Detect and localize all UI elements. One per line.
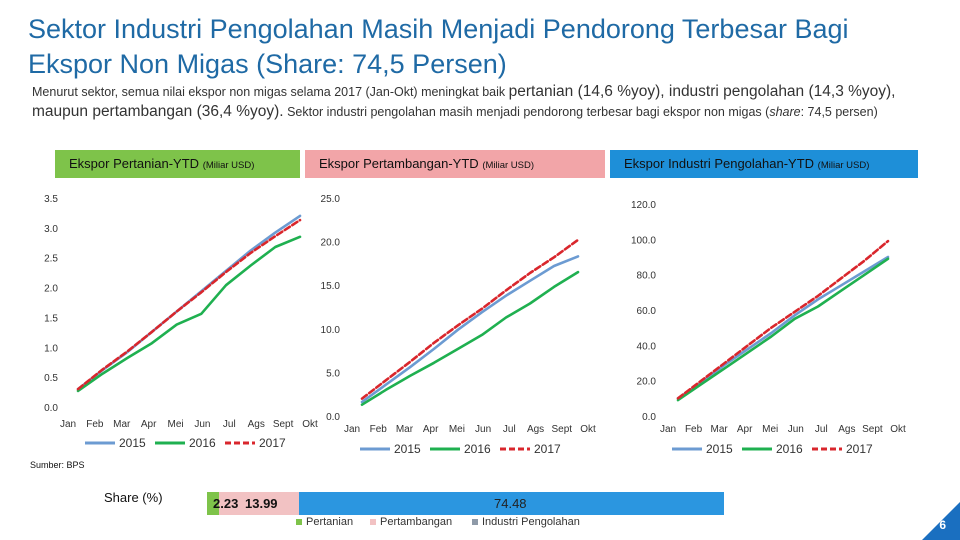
x-tick-label: Ags xyxy=(526,424,545,435)
y-tick-label: 1.0 xyxy=(44,343,58,355)
x-tick-label: Sept xyxy=(862,424,883,435)
desc-part-1: Menurut sektor, semua nilai ekspor non migas selama 2017 (Jan-Okt) meningkat baik xyxy=(32,85,509,99)
share-value-pertambangan: 13.99 xyxy=(245,496,278,511)
legend-label-2016: 2016 xyxy=(776,442,803,456)
x-tick-label: Sept xyxy=(272,419,294,430)
legend-swatch-pertanian xyxy=(296,519,302,525)
chart-unit-industri: (Miliar USD) xyxy=(817,160,870,171)
y-tick-label: 40.0 xyxy=(636,341,656,353)
y-tick-label: 0.0 xyxy=(326,412,340,423)
title-line-2: Ekspor Non Migas (Share: 74,5 Persen) xyxy=(28,49,507,79)
y-tick-label: 100.0 xyxy=(630,235,656,247)
chart-1 xyxy=(321,194,596,456)
source-note: Sumber: BPS xyxy=(30,460,85,470)
title-line-1: Sektor Industri Pengolahan Masih Menjadi Pendorong Terbesar Bagi xyxy=(28,14,849,44)
series-line-2017 xyxy=(678,241,888,398)
x-tick-label: Mei xyxy=(762,424,779,435)
legend-label-2015: 2015 xyxy=(119,436,146,450)
series-line-2016 xyxy=(78,237,300,391)
x-tick-label: Jul xyxy=(222,419,236,430)
x-tick-label: Apr xyxy=(140,419,157,430)
legend-label-2016: 2016 xyxy=(189,436,216,450)
y-tick-label: 5.0 xyxy=(326,368,340,380)
x-tick-label: Feb xyxy=(684,424,703,435)
x-tick-label: Mar xyxy=(113,419,131,430)
chart-0 xyxy=(44,194,318,450)
legend-label-2015: 2015 xyxy=(706,442,733,456)
share-value-industri: 74.48 xyxy=(494,496,527,511)
x-tick-label: Sept xyxy=(551,424,573,435)
chart-unit-pertambangan: (Miliar USD) xyxy=(482,160,535,171)
y-tick-label: 20.0 xyxy=(320,237,340,249)
x-tick-label: Ags xyxy=(838,424,856,435)
desc-part-3: Sektor industri pengolahan masih menjadi pendorong terbesar bagi ekspor non migas ( xyxy=(283,105,770,119)
share-legend-pertambangan xyxy=(370,516,452,528)
y-tick-label: 20.0 xyxy=(636,376,656,388)
x-tick-label: Mar xyxy=(710,424,728,435)
page-number: 6 xyxy=(939,518,946,532)
y-tick-label: 0.0 xyxy=(44,403,58,414)
x-tick-label: Jul xyxy=(502,424,516,435)
series-line-2016 xyxy=(678,259,888,400)
y-tick-label: 15.0 xyxy=(320,281,340,293)
desc-part-5: : 74,5 persen) xyxy=(800,105,878,119)
y-tick-label: 80.0 xyxy=(636,270,656,282)
x-tick-label: Jan xyxy=(659,424,677,435)
x-tick-label: Jan xyxy=(59,419,77,430)
share-label: Share (%) xyxy=(104,490,163,505)
x-tick-label: Ags xyxy=(247,419,265,430)
x-tick-label: Jun xyxy=(194,419,211,430)
chart-title-pertanian: Ekspor Pertanian-YTD xyxy=(69,156,200,171)
desc-part-4: share xyxy=(769,105,801,119)
x-tick-label: Okt xyxy=(890,424,906,435)
y-tick-label: 120.0 xyxy=(630,200,656,211)
chart-2 xyxy=(631,200,906,456)
y-tick-label: 0.0 xyxy=(642,412,656,423)
y-tick-label: 25.0 xyxy=(320,194,340,205)
series-line-2015 xyxy=(362,256,578,402)
x-tick-label: Jan xyxy=(343,424,361,435)
x-tick-label: Mar xyxy=(395,424,414,435)
share-legend-pertanian xyxy=(296,516,353,528)
legend-label-2017: 2017 xyxy=(534,442,561,456)
x-tick-label: Okt xyxy=(302,419,318,430)
series-line-2016 xyxy=(362,272,578,405)
y-tick-label: 60.0 xyxy=(636,306,656,317)
x-tick-label: Apr xyxy=(422,424,439,435)
x-tick-label: Jun xyxy=(787,424,804,435)
legend-label-2017: 2017 xyxy=(846,442,873,456)
y-tick-label: 2.5 xyxy=(44,253,58,265)
y-tick-label: 2.0 xyxy=(44,283,58,295)
x-tick-label: Okt xyxy=(580,424,596,435)
y-tick-label: 1.5 xyxy=(44,313,58,325)
chart-title-pertambangan: Ekspor Pertambangan-YTD xyxy=(319,156,479,171)
share-legend-industri xyxy=(472,516,580,528)
legend-label-pertambangan: Pertambangan xyxy=(380,516,453,528)
y-tick-label: 0.5 xyxy=(44,373,58,385)
y-tick-label: 3.0 xyxy=(44,223,58,235)
x-tick-label: Jun xyxy=(475,424,492,435)
legend-label-2017: 2017 xyxy=(259,436,286,450)
x-tick-label: Mei xyxy=(448,424,465,435)
y-tick-label: 10.0 xyxy=(320,324,340,336)
chart-unit-pertanian: (Miliar USD) xyxy=(202,160,255,171)
legend-swatch-pertambangan xyxy=(370,519,376,525)
desc-part-2: pertanian (14,6 %yoy), industri pengolahan (14,3 %yoy), maupun pertambangan (36,4 %yoy). xyxy=(32,83,896,120)
x-tick-label: Feb xyxy=(369,424,387,435)
legend-label-industri: Industri Pengolahan xyxy=(482,516,580,528)
y-tick-label: 3.5 xyxy=(44,194,58,205)
series-line-2017 xyxy=(78,220,300,389)
legend-swatch-industri xyxy=(472,519,478,525)
share-value-pertanian: 2.23 xyxy=(213,496,239,511)
x-tick-label: Feb xyxy=(86,419,104,430)
legend-label-pertanian: Pertanian xyxy=(306,516,354,528)
legend-label-2015: 2015 xyxy=(394,442,421,456)
x-tick-label: Jul xyxy=(814,424,828,435)
chart-title-industri: Ekspor Industri Pengolahan-YTD xyxy=(624,156,815,171)
legend-label-2016: 2016 xyxy=(464,442,491,456)
x-tick-label: Mei xyxy=(167,419,184,430)
series-line-2017 xyxy=(362,240,578,399)
x-tick-label: Apr xyxy=(736,424,753,435)
